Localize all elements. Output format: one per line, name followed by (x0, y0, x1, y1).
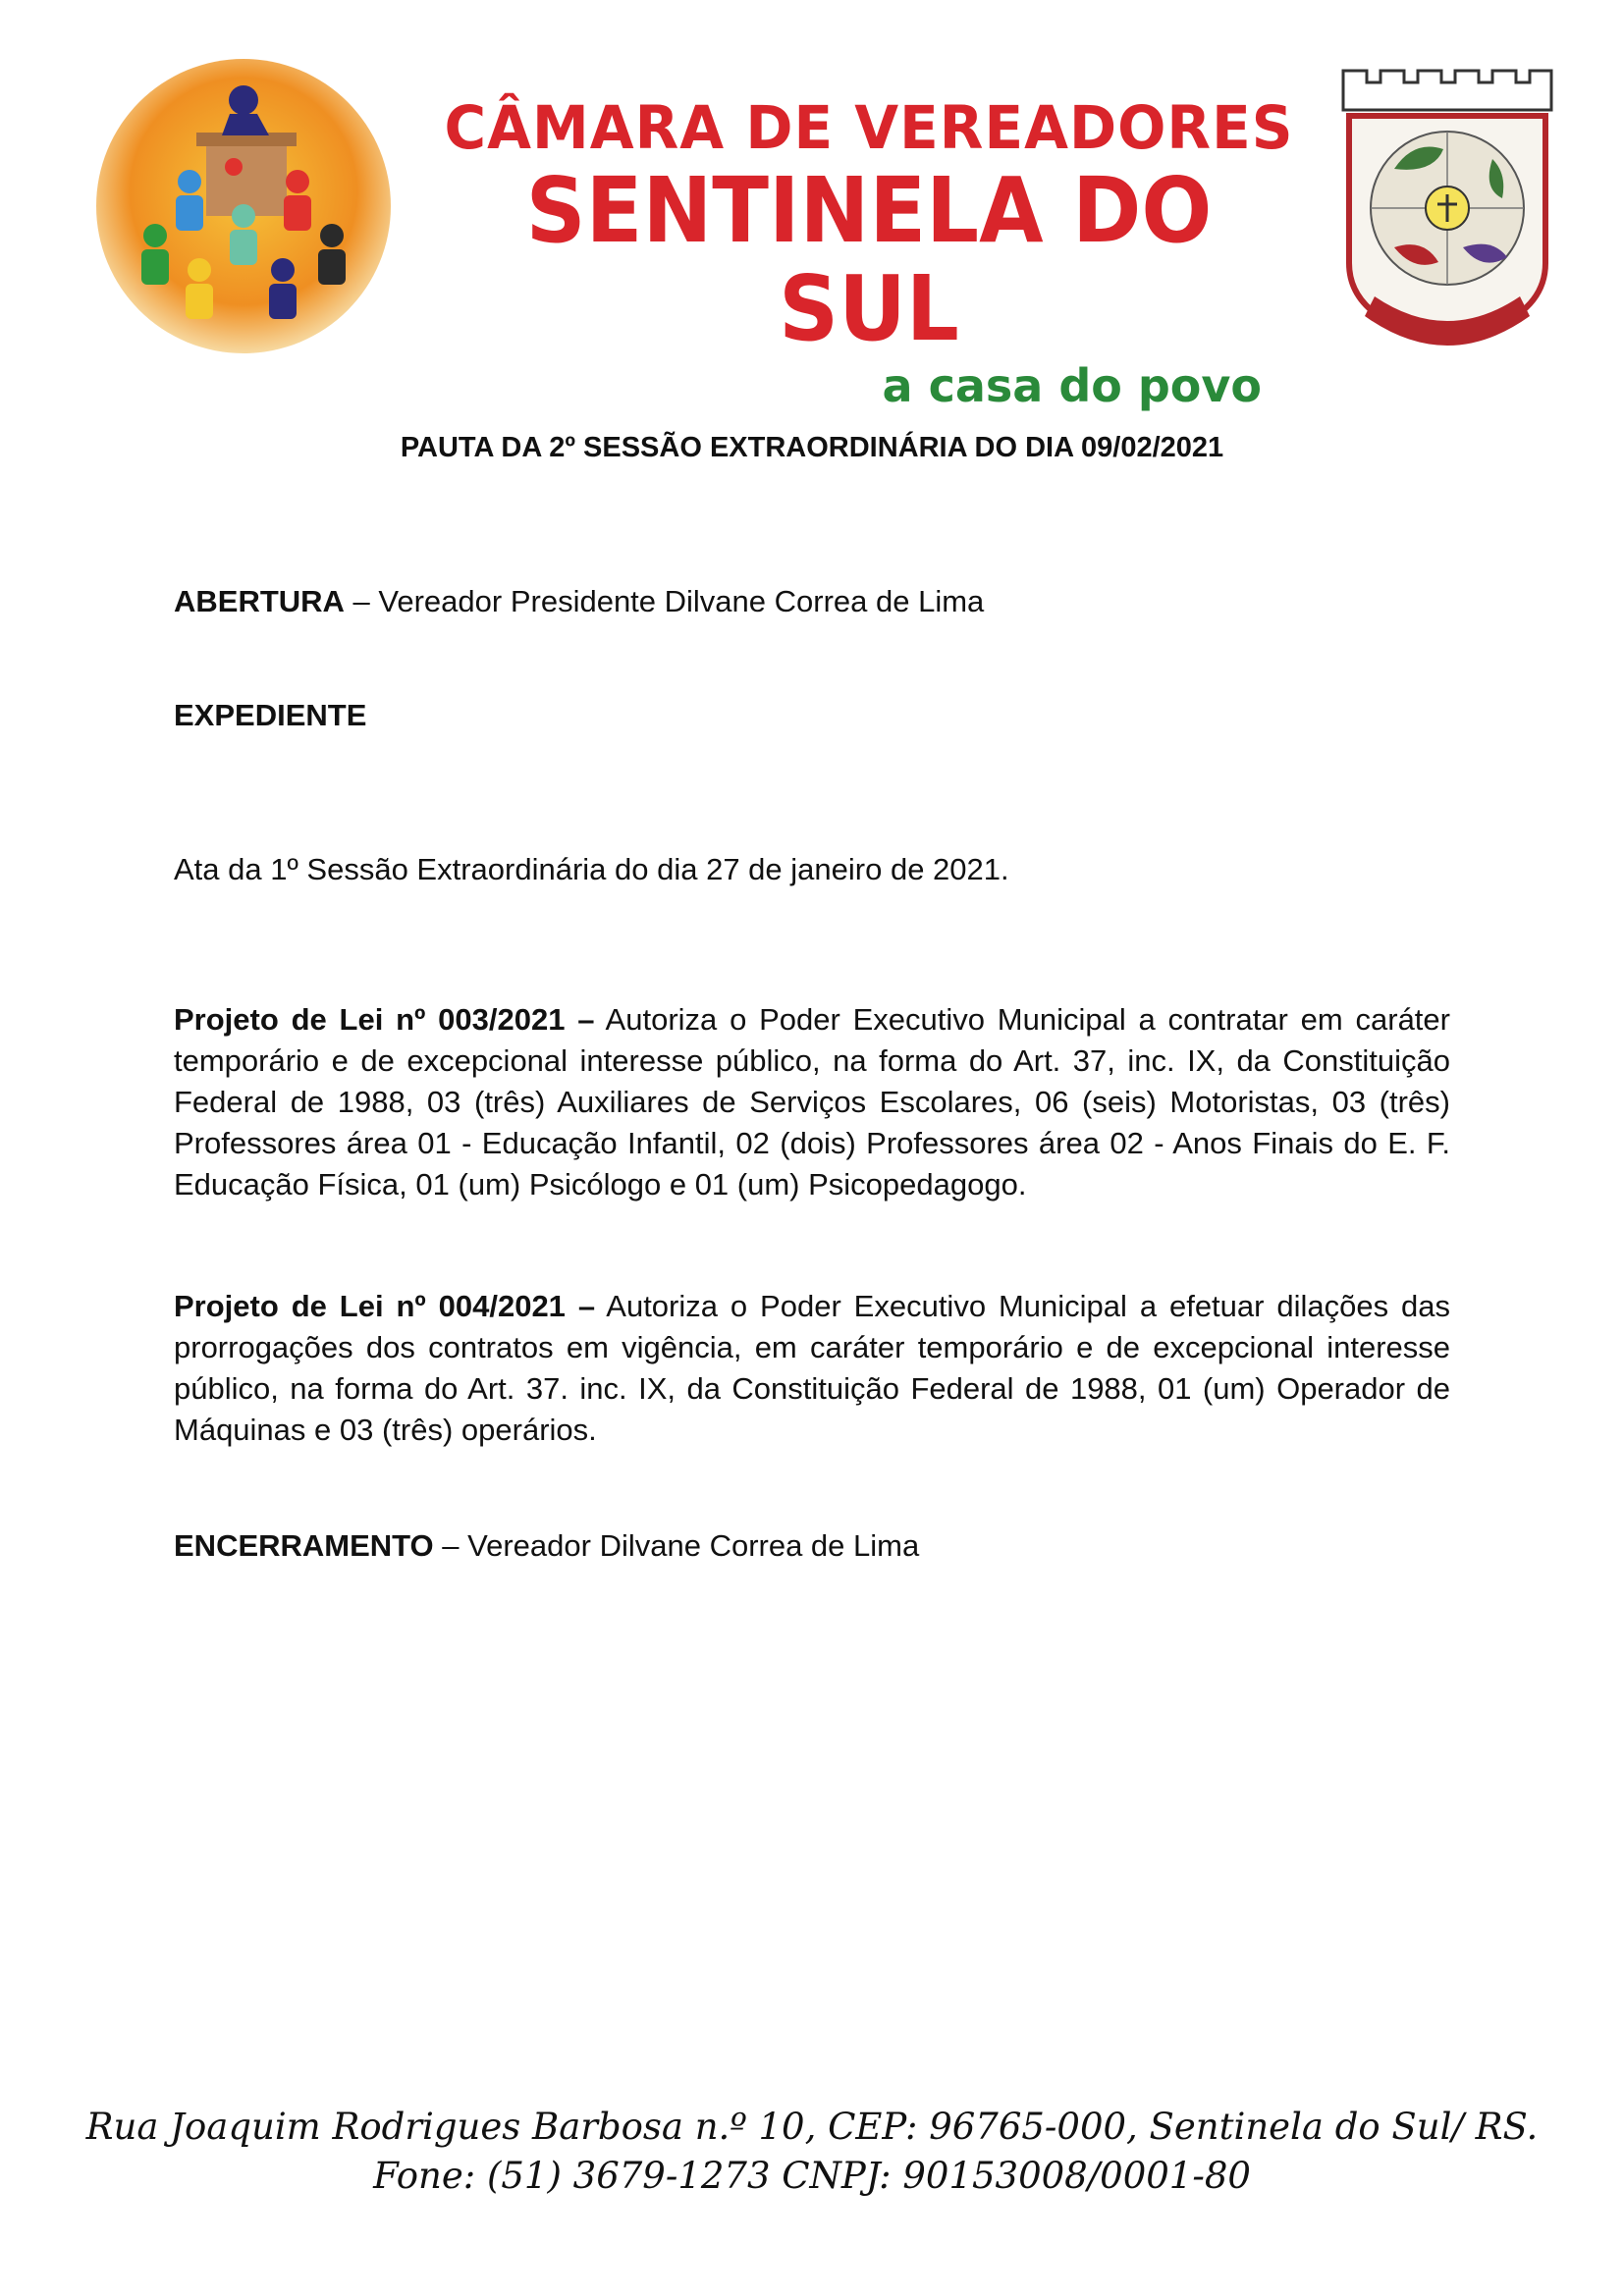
chamber-slogan: a casa do povo (882, 359, 1262, 412)
chamber-title-line2: SENTINELA DO SUL (525, 158, 1213, 361)
closing-text: – Vereador Dilvane Correa de Lima (433, 1528, 920, 1563)
closing-label: ENCERRAMENTO (174, 1528, 434, 1563)
letterhead (0, 0, 1624, 412)
bill-003-2021 (174, 999, 1450, 1205)
bill-004-label: Projeto de Lei nº 004/2021 – (174, 1289, 596, 1323)
bill-003-text: Autoriza o Poder Executivo Municipal a contratar em caráter temporário e de excepcional interesse público, na forma do Art. 37, inc. IX, da Constituição Federal de 1988, 03 (três) Auxiliares de Serviços Escolares, 06 (seis) Motoristas, 03 (três) Professores área 01 - Educação Infantil, 02 (dois) Professores área 02 - Anos Finais do E. F. Educação Física, 01 (um) Psicólogo e 01 (um) Psicopedagogo. (174, 1002, 1450, 1201)
footer-address: Rua Joaquim Rodrigues Barbosa n.º 10, CEP: 96765-000, Sentinela do Sul/ RS. (85, 2106, 1539, 2148)
footer-contact: Fone: (51) 3679-1273 CNPJ: 90153008/0001-80 (373, 2155, 1251, 2197)
chamber-title-line1: CÂMARA DE VEREADORES (444, 92, 1294, 163)
bill-003-label: Projeto de Lei nº 003/2021 – (174, 1002, 595, 1037)
bill-004-2021 (174, 1286, 1450, 1451)
opening-text: – Vereador Presidente Dilvane Correa de Lima (344, 584, 985, 618)
opening-item (174, 581, 1450, 622)
chamber-logo (86, 59, 401, 353)
chamber-title (437, 93, 1301, 413)
municipal-coat-of-arms (1335, 61, 1559, 355)
document-title: PAUTA DA 2º SESSÃO EXTRAORDINÁRIA DO DIA 09/02/2021 (400, 432, 1224, 463)
bill-004-text: Autoriza o Poder Executivo Municipal a efetuar dilações das prorrogações dos contratos em vigência, em caráter temporário e de excepcional interesse público, na forma do Art. 37. inc. IX, da Constituição Federal de 1988, 01 (um) Operador de Máquinas e 03 (três) operários. (174, 1289, 1450, 1447)
minutes-item: Ata da 1º Sessão Extraordinária do dia 27 de janeiro de 2021. (174, 852, 1009, 886)
closing-item (174, 1525, 1450, 1567)
opening-label: ABERTURA (174, 584, 345, 618)
expediente-heading: EXPEDIENTE (174, 698, 367, 732)
